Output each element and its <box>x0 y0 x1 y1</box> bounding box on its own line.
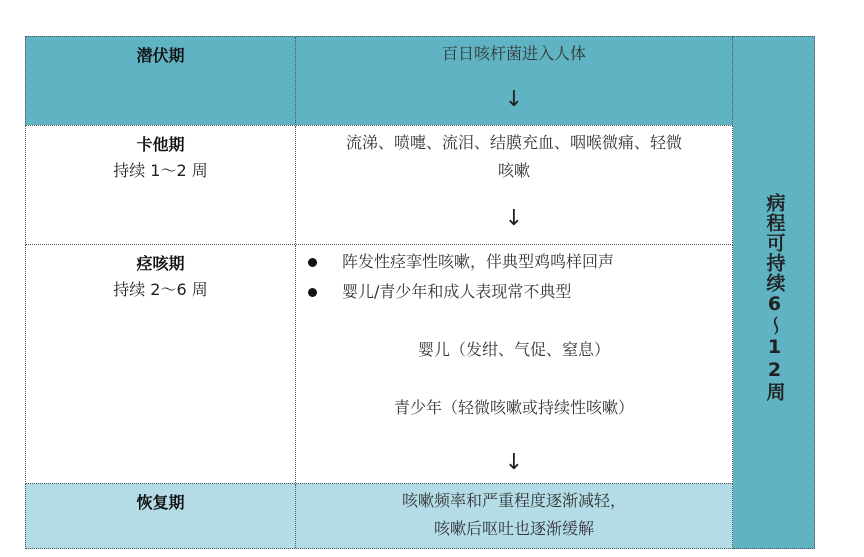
stage-cell-paroxysmal <box>26 245 296 483</box>
description-cell-incubation <box>296 37 732 125</box>
course-duration-note: 病程可持续6～12周 <box>763 192 786 402</box>
description-cell-paroxysmal <box>296 245 732 483</box>
bullet-text: 阵发性痉挛性咳嗽，伴典型鸡鸣样回声 <box>342 252 615 271</box>
stage-name: 潜伏期 <box>136 46 185 65</box>
infant-note: 婴儿（发绀、气促、窒息） <box>417 340 610 359</box>
description-text: 流涕、喷嚏、流泪、结膜充血、咽喉微痛、轻微 <box>345 133 682 152</box>
row-paroxysmal <box>25 244 733 484</box>
down-arrow-icon: ↓ <box>504 450 524 475</box>
stage-name: 恢复期 <box>136 493 185 512</box>
bullet-icon <box>308 288 317 297</box>
course-duration-column <box>733 36 815 549</box>
stage-cell-convalescent <box>26 484 296 548</box>
row-incubation <box>25 36 733 126</box>
down-arrow-icon: ↓ <box>504 206 524 231</box>
down-arrow-icon: ↓ <box>504 87 524 112</box>
stage-cell-incubation <box>26 37 296 125</box>
description-cell-catarrhal <box>296 126 732 244</box>
bullet-icon <box>308 258 317 267</box>
stage-name: 痉咳期 <box>136 254 185 273</box>
pertussis-course-table <box>25 36 815 549</box>
stage-name: 卡他期 <box>136 135 185 154</box>
description-text: 咳嗽频率和严重程度逐渐减轻， <box>401 491 626 510</box>
description-text: 咳嗽后呕吐也逐渐缓解 <box>433 519 594 538</box>
stage-duration: 持续 1～2 周 <box>113 161 208 180</box>
description-text: 咳嗽 <box>497 161 530 180</box>
description-cell-convalescent <box>296 484 732 548</box>
row-convalescent <box>25 483 733 549</box>
row-catarrhal <box>25 125 733 245</box>
teen-note: 青少年（轻微咳嗽或持续性咳嗽） <box>393 398 634 417</box>
description-text: 百日咳杆菌进入人体 <box>441 44 586 63</box>
stage-cell-catarrhal <box>26 126 296 244</box>
bullet-text: 婴儿/青少年和成人表现常不典型 <box>342 282 572 301</box>
stage-duration: 持续 2～6 周 <box>113 280 208 299</box>
